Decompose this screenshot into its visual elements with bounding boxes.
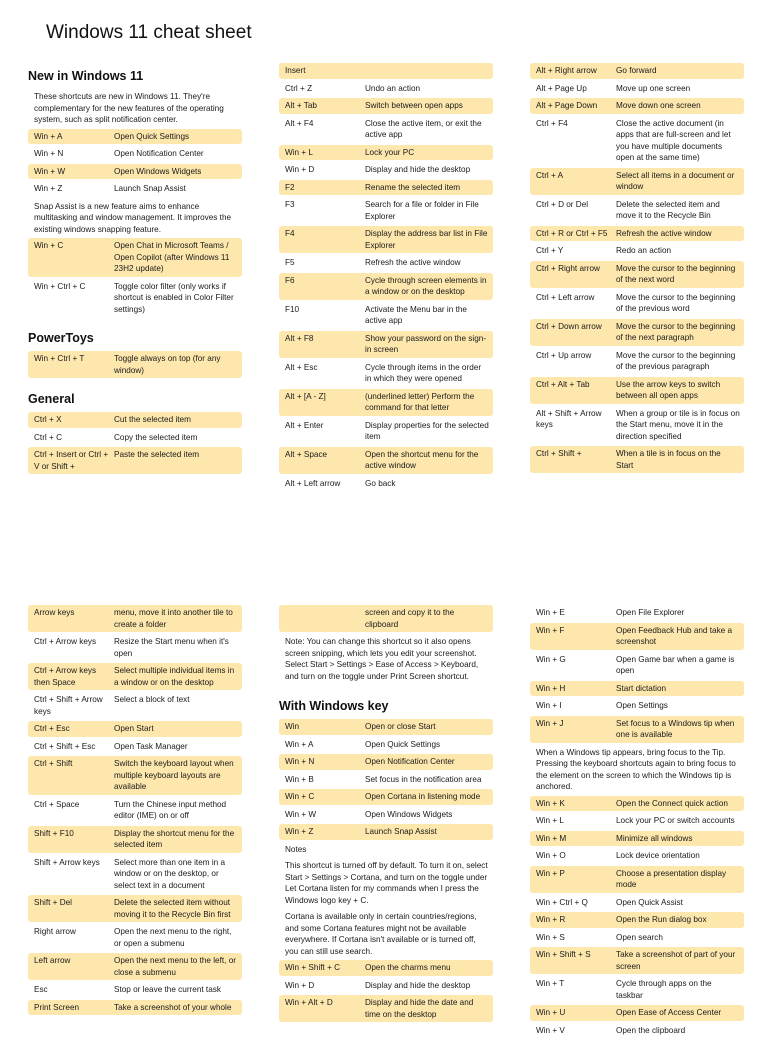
shortcut-description: Refresh the active window	[365, 258, 461, 267]
shortcut-key: Insert	[285, 66, 306, 75]
shortcut-description: Turn the Chinese input method editor (IME) on or off	[114, 799, 227, 820]
shortcut-key: Win + Shift + S	[536, 950, 591, 959]
shortcut-key: Win + N	[34, 149, 64, 158]
shortcut-description: Open Notification Center	[365, 757, 455, 766]
shortcut-key: Alt + [A - Z]	[285, 391, 326, 401]
shortcut-row	[530, 406, 744, 445]
shortcut-description: Display properties for the selected item	[365, 420, 489, 441]
shortcut-row	[279, 63, 493, 79]
shortcut-key: Ctrl + R or Ctrl + F5	[536, 228, 608, 238]
shortcut-row	[279, 476, 493, 492]
shortcut-description: Lock your PC or switch accounts	[616, 816, 735, 825]
shortcut-row	[530, 197, 744, 224]
bottom-column-3	[530, 605, 744, 1040]
shortcut-description: Open File Explorer	[616, 608, 685, 617]
shortcut-description: Start dictation	[616, 683, 667, 693]
shortcut-row	[279, 737, 493, 753]
top-column-3	[530, 63, 744, 475]
shortcut-key: Win + G	[536, 654, 566, 664]
shortcut-key: Ctrl + Insert or Ctrl + V or Shift +	[34, 450, 109, 471]
shortcut-key: F3	[285, 200, 295, 209]
shortcut-row	[530, 848, 744, 864]
shortcut-description: Open Task Manager	[114, 741, 188, 751]
shortcut-key: F2	[285, 182, 295, 192]
shortcut-description: Open the next menu to the left, or close a submenu	[114, 956, 236, 977]
shortcut-row	[28, 238, 242, 277]
shortcut-row	[28, 739, 242, 755]
shortcut-key: Ctrl + Esc	[34, 724, 70, 733]
shortcut-description: Close the active item, or exit the active app	[365, 118, 482, 139]
shortcut-description: Delete the selected item without moving it to the Recycle Bin first	[114, 898, 231, 919]
shortcut-key: Ctrl + X	[34, 415, 62, 424]
shortcut-description: Display the shortcut menu for the selected item	[114, 828, 235, 849]
shortcut-key: Ctrl + Z	[285, 83, 313, 93]
shortcut-key: Shift + Arrow keys	[34, 857, 100, 867]
shortcut-key: Alt + Page Up	[536, 83, 587, 93]
shortcut-row	[28, 447, 242, 474]
shortcut-key: Ctrl + D or Del	[536, 199, 589, 209]
shortcut-description: Move down one screen	[616, 101, 701, 110]
shortcut-row	[530, 605, 744, 621]
shortcut-row	[530, 716, 744, 743]
section-heading: General	[28, 392, 75, 406]
shortcut-description: Refresh the active window	[616, 228, 712, 238]
shortcut-description: Open Quick Settings	[365, 739, 441, 749]
note-text: This shortcut is turned off by default. To turn it on, select Start > Settings > Cortana, and turn on the toggle under Let Cortana listen for my commands when I press the Windows logo key + C.	[285, 861, 488, 905]
shortcut-row	[279, 960, 493, 976]
shortcut-description: Select all items in a document or window	[616, 170, 735, 191]
shortcut-key: Ctrl + Shift + Arrow keys	[34, 695, 103, 716]
shortcut-row	[530, 226, 744, 242]
shortcut-row	[28, 279, 242, 318]
shortcut-row	[530, 813, 744, 829]
shortcut-key: Win + Z	[34, 184, 63, 193]
shortcut-key: Win + P	[536, 868, 565, 878]
shortcut-row	[279, 98, 493, 114]
shortcut-key: Alt + Space	[285, 449, 328, 459]
shortcut-description: screen and copy it to the clipboard	[365, 608, 455, 629]
shortcut-key: Win + D	[285, 980, 315, 990]
shortcut-row	[279, 605, 493, 632]
shortcut-row	[530, 895, 744, 911]
shortcut-key: Win + H	[536, 683, 566, 693]
shortcut-description: Cycle through items in the order in which they were opened	[365, 362, 482, 383]
shortcut-key: Win + Ctrl + Q	[536, 897, 588, 907]
shortcut-key: Win + Ctrl + C	[34, 281, 86, 291]
shortcut-description: Move the cursor to the beginning of the previous word	[616, 292, 736, 313]
shortcut-description: Select a block of text	[114, 695, 190, 704]
shortcut-key: Win	[285, 722, 300, 731]
shortcut-key: Shift + F10	[34, 828, 74, 838]
shortcut-key: Ctrl + A	[536, 170, 564, 180]
shortcut-key: Win + A	[285, 739, 314, 749]
shortcut-row	[530, 81, 744, 97]
shortcut-description: Open Quick Settings	[114, 131, 190, 141]
shortcut-row	[279, 331, 493, 358]
shortcut-description: Resize the Start menu when it's open	[114, 637, 229, 658]
shortcut-description: Open Cortana in listening mode	[365, 792, 481, 801]
shortcut-row	[28, 634, 242, 661]
shortcut-row	[279, 995, 493, 1022]
shortcut-description: Open search	[616, 932, 663, 942]
shortcut-row	[530, 116, 744, 166]
shortcut-row	[530, 261, 744, 288]
shortcut-description: Move the cursor to the beginning of the previous paragraph	[616, 350, 736, 371]
shortcut-row	[28, 855, 242, 894]
shortcut-key: Win + S	[536, 932, 565, 942]
shortcut-key: Alt + Tab	[285, 101, 317, 110]
shortcut-description: Open Chat in Microsoft Teams / Open Copilot (after Windows 11 23H2 update)	[114, 241, 230, 273]
shortcut-description: Open the clipboard	[616, 1025, 686, 1035]
shortcut-description: Paste the selected item	[114, 450, 200, 459]
shortcut-row	[28, 924, 242, 951]
shortcut-description: Activate the Menu bar in the active app	[365, 304, 467, 325]
shortcut-row	[530, 652, 744, 679]
shortcut-description: Lock your PC	[365, 147, 415, 157]
shortcut-description: Toggle color filter (only works if shortcut is enabled in Color Filter settings)	[114, 281, 234, 314]
shortcut-description: Toggle always on top (for any window)	[114, 354, 221, 375]
shortcut-key: Alt + Shift + Arrow keys	[536, 408, 602, 429]
shortcut-description: menu, move it into another tile to create a folder	[114, 608, 233, 629]
shortcut-row	[28, 164, 242, 180]
shortcut-key: Ctrl + Arrow keys then Space	[34, 666, 97, 687]
shortcut-key: Win + Ctrl + T	[34, 354, 85, 363]
shortcut-row	[28, 430, 242, 446]
shortcut-row	[279, 273, 493, 300]
shortcut-description: Open the shortcut menu for the active window	[365, 449, 479, 470]
shortcut-key: Win + V	[536, 1025, 565, 1035]
shortcut-description: Open Feedback Hub and take a screenshot	[616, 625, 733, 646]
shortcut-row	[28, 412, 242, 428]
shortcut-description: Show your password on the sign-in screen	[365, 333, 487, 354]
shortcut-key	[285, 607, 365, 630]
page-title: Windows 11 cheat sheet	[46, 22, 252, 43]
shortcut-key: F10	[285, 304, 300, 314]
shortcut-description: Open or close Start	[365, 722, 436, 731]
shortcut-key: Win + E	[536, 608, 565, 617]
shortcut-row	[28, 826, 242, 853]
shortcut-description: Launch Snap Assist	[365, 827, 437, 836]
shortcut-description: Set focus to a Windows tip when one is available	[616, 718, 735, 739]
shortcut-row	[28, 129, 242, 145]
shortcut-key: Win + K	[536, 798, 565, 808]
shortcut-description: Use the arrow keys to switch between all open apps	[616, 379, 721, 400]
shortcut-row	[530, 681, 744, 697]
top-column-2	[279, 63, 493, 493]
shortcut-description: Open the charms menu	[365, 963, 451, 972]
shortcut-description: (underlined letter) Perform the command for that letter	[365, 391, 475, 412]
shortcut-key: Ctrl + F4	[536, 118, 568, 128]
shortcut-row	[279, 81, 493, 97]
shortcut-row	[279, 719, 493, 735]
shortcut-key: Ctrl + C	[34, 432, 62, 442]
shortcut-key: Ctrl + Shift	[34, 759, 73, 768]
shortcut-key: Win + N	[285, 757, 315, 766]
shortcut-description: Open Notification Center	[114, 149, 204, 158]
note-text: Note: You can change this shortcut so it also opens screen snipping, which lets you edit your screenshot. Select Start > Settings > Ease of Access > Keyboard, and turn on the toggle under Print Screen shortcut.	[285, 637, 479, 681]
shortcut-description: Go forward	[616, 66, 657, 75]
shortcut-row	[530, 1023, 744, 1039]
shortcut-key: Win + I	[536, 701, 562, 710]
section-heading: PowerToys	[28, 331, 94, 345]
shortcut-key: Win + O	[536, 851, 566, 860]
shortcut-key: Arrow keys	[34, 608, 75, 617]
shortcut-key: Win + T	[536, 979, 565, 988]
shortcut-row	[28, 605, 242, 632]
shortcut-key: Left arrow	[34, 956, 71, 965]
shortcut-description: Stop or leave the current task	[114, 985, 221, 994]
shortcut-key: Esc	[34, 985, 48, 994]
shortcut-row	[530, 831, 744, 847]
shortcut-description: Move the cursor to the beginning of the next word	[616, 263, 736, 284]
shortcut-key: Alt + Right arrow	[536, 66, 597, 75]
shortcut-key: Win + L	[536, 816, 564, 825]
shortcut-row	[28, 692, 242, 719]
shortcut-row	[530, 930, 744, 946]
shortcut-key: Win + M	[536, 833, 567, 843]
shortcut-row	[279, 302, 493, 329]
shortcut-description: Open Windows Widgets	[114, 166, 202, 176]
shortcut-description: Select multiple individual items in a window or on the desktop	[114, 666, 235, 687]
shortcut-row	[530, 348, 744, 375]
shortcut-row	[530, 98, 744, 114]
section-heading: With Windows key	[279, 699, 389, 713]
shortcut-description: Redo an action	[616, 246, 672, 255]
shortcut-key: Ctrl + Arrow keys	[34, 637, 97, 646]
shortcut-key: Alt + F8	[285, 333, 314, 343]
shortcut-description: Take a screenshot of part of your screen	[616, 950, 736, 971]
shortcut-key: Win + Shift + C	[285, 963, 341, 972]
shortcut-row	[530, 796, 744, 812]
shortcut-row	[28, 663, 242, 690]
shortcut-row	[279, 360, 493, 387]
shortcut-description: Open Start	[114, 724, 154, 733]
section-heading: New in Windows 11	[28, 69, 144, 83]
shortcut-description: When a tile is in focus on the Start	[616, 449, 721, 470]
shortcut-key: F4	[285, 229, 295, 238]
shortcut-description: Display and hide the desktop	[365, 980, 471, 990]
bottom-column-2	[279, 605, 493, 1024]
shortcut-row	[28, 756, 242, 795]
shortcut-key: Win + C	[285, 792, 315, 801]
note-text: These shortcuts are new in Windows 11. They're complementary for the new features of the operating system, such as split notification center.	[34, 92, 224, 124]
shortcut-key: Win + A	[34, 131, 63, 141]
shortcut-key: F5	[285, 258, 295, 267]
shortcut-description: Display and hide the desktop	[365, 165, 471, 174]
shortcut-row	[28, 797, 242, 824]
shortcut-row	[530, 243, 744, 259]
shortcut-key: Win + C	[34, 241, 64, 250]
shortcut-row	[279, 162, 493, 178]
note-text: Cortana is available only in certain countries/regions, and some Cortana features might not be available everywhere. If Cortana isn't available or is turned off, you can still use search.	[285, 912, 477, 956]
shortcut-description: Open the Connect quick action	[616, 798, 728, 808]
shortcut-row	[530, 290, 744, 317]
shortcut-key: Alt + Page Down	[536, 101, 598, 110]
shortcut-key: Ctrl + Shift + Esc	[34, 741, 96, 751]
shortcut-key: Win + W	[34, 166, 66, 176]
shortcut-row	[279, 807, 493, 823]
shortcut-key: Win + U	[536, 1008, 566, 1017]
shortcut-row	[530, 976, 744, 1003]
shortcut-description: Open Game bar when a game is open	[616, 654, 735, 675]
shortcut-row	[279, 197, 493, 224]
shortcut-key: Ctrl + Left arrow	[536, 292, 595, 302]
shortcut-key: Win + W	[285, 809, 317, 819]
shortcut-key: Ctrl + Y	[536, 246, 564, 255]
shortcut-description: Delete the selected item and move it to the Recycle Bin	[616, 199, 720, 220]
shortcut-row	[530, 912, 744, 928]
note-text: Notes	[285, 844, 307, 854]
shortcut-row	[279, 447, 493, 474]
shortcut-row	[279, 180, 493, 196]
shortcut-key: Win + B	[285, 774, 314, 784]
shortcut-row	[530, 866, 744, 893]
shortcut-key: Ctrl + Down arrow	[536, 321, 602, 331]
shortcut-row	[530, 698, 744, 714]
shortcut-key: Ctrl + Up arrow	[536, 350, 592, 360]
shortcut-description: Choose a presentation display mode	[616, 868, 727, 889]
shortcut-key: Print Screen	[34, 1002, 80, 1012]
shortcut-row	[279, 226, 493, 253]
shortcut-key: Shift + Del	[34, 898, 72, 907]
shortcut-key: Alt + Left arrow	[285, 478, 341, 488]
shortcut-row	[279, 116, 493, 143]
shortcut-key: Alt + F4	[285, 118, 314, 128]
shortcut-row	[279, 772, 493, 788]
shortcut-description: Close the active document (in apps that are full-screen and let you have multiple documents open at the same time)	[616, 118, 731, 162]
shortcut-row	[530, 947, 744, 974]
top-column-1	[28, 69, 242, 476]
shortcut-description: Open Ease of Access Center	[616, 1008, 722, 1017]
shortcut-row	[28, 1000, 242, 1016]
shortcut-key: Alt + Esc	[285, 362, 318, 372]
shortcut-row	[530, 446, 744, 473]
shortcut-row	[279, 824, 493, 840]
shortcut-description: Move up one screen	[616, 83, 691, 93]
shortcut-row	[279, 145, 493, 161]
shortcut-description: Cycle through screen elements in a window or on the desktop	[365, 275, 487, 296]
shortcut-row	[530, 63, 744, 79]
shortcut-description: Rename the selected item	[365, 182, 461, 192]
shortcut-key: Alt + Enter	[285, 420, 324, 430]
shortcut-row	[279, 255, 493, 271]
shortcut-key: Ctrl + Alt + Tab	[536, 379, 590, 389]
shortcut-description: Cut the selected item	[114, 415, 191, 424]
shortcut-key: Win + L	[285, 147, 313, 157]
shortcut-description: Select more than one item in a window or on the desktop, or select text in a document	[114, 857, 226, 890]
shortcut-row	[279, 789, 493, 805]
shortcut-description: Cycle through apps on the taskbar	[616, 979, 712, 1000]
shortcut-description: Move the cursor to the beginning of the next paragraph	[616, 321, 736, 342]
shortcut-row	[279, 754, 493, 770]
shortcut-description: Set focus in the notification area	[365, 774, 482, 784]
shortcut-row	[28, 895, 242, 922]
shortcut-description: Open Quick Assist	[616, 897, 683, 907]
shortcut-description: Switch the keyboard layout when multiple keyboard layouts are available	[114, 759, 234, 791]
shortcut-key: Ctrl + Right arrow	[536, 263, 600, 273]
shortcut-description: Open Windows Widgets	[365, 809, 453, 819]
shortcut-row	[530, 377, 744, 404]
shortcut-description: Open the next menu to the right, or open a submenu	[114, 927, 232, 948]
shortcut-row	[279, 389, 493, 416]
shortcut-description: Go back	[365, 478, 396, 488]
shortcut-description: Switch between open apps	[365, 101, 463, 110]
shortcut-description: Undo an action	[365, 83, 421, 93]
shortcut-key: Ctrl + Shift +	[536, 449, 582, 458]
shortcut-row	[28, 146, 242, 162]
shortcut-key: Win + Alt + D	[285, 998, 333, 1007]
shortcut-description: Open the Run dialog box	[616, 915, 707, 924]
shortcut-description: Display the address bar list in File Explorer	[365, 229, 488, 250]
shortcut-description: Search for a file or folder in File Explorer	[365, 200, 479, 221]
note-text: Snap Assist is a new feature aims to enhance multitasking and window management. It improves the existing windows snapping feature.	[34, 201, 232, 234]
shortcut-row	[530, 168, 744, 195]
shortcut-row	[28, 982, 242, 998]
shortcut-description: Launch Snap Assist	[114, 184, 186, 193]
shortcut-key: F6	[285, 275, 295, 285]
shortcut-row	[530, 319, 744, 346]
shortcut-key: Win + J	[536, 718, 564, 728]
shortcut-description: Display and hide the date and time on the desktop	[365, 998, 474, 1019]
shortcut-key: Ctrl + Space	[34, 799, 80, 809]
shortcut-row	[28, 721, 242, 737]
shortcut-description: Open Settings	[616, 701, 668, 710]
shortcut-key: Win + Z	[285, 827, 314, 836]
shortcut-row	[28, 953, 242, 980]
shortcut-description: Lock device orientation	[616, 851, 700, 860]
shortcut-key: Win + R	[536, 915, 566, 924]
shortcut-row	[279, 418, 493, 445]
shortcut-row	[530, 623, 744, 650]
shortcut-description: Take a screenshot of your whole	[114, 1002, 232, 1012]
shortcut-row	[28, 181, 242, 197]
shortcut-description: When a group or tile is in focus on the Start menu, move it in the direction specified	[616, 408, 740, 441]
shortcut-description: Copy the selected item	[114, 432, 198, 442]
shortcut-key: Win + D	[285, 165, 315, 174]
shortcut-row	[28, 351, 242, 378]
shortcut-key: Right arrow	[34, 927, 76, 936]
shortcut-row	[530, 1005, 744, 1021]
shortcut-row	[279, 978, 493, 994]
shortcut-key: Win + F	[536, 625, 565, 635]
shortcut-description	[365, 65, 489, 77]
note-text: When a Windows tip appears, bring focus to the Tip. Pressing the keyboard shortcuts again to bring focus to the element on the screen to which the Windows tip is anchored.	[536, 747, 736, 791]
shortcut-description: Minimize all windows	[616, 833, 693, 843]
bottom-column-1	[28, 605, 242, 1017]
